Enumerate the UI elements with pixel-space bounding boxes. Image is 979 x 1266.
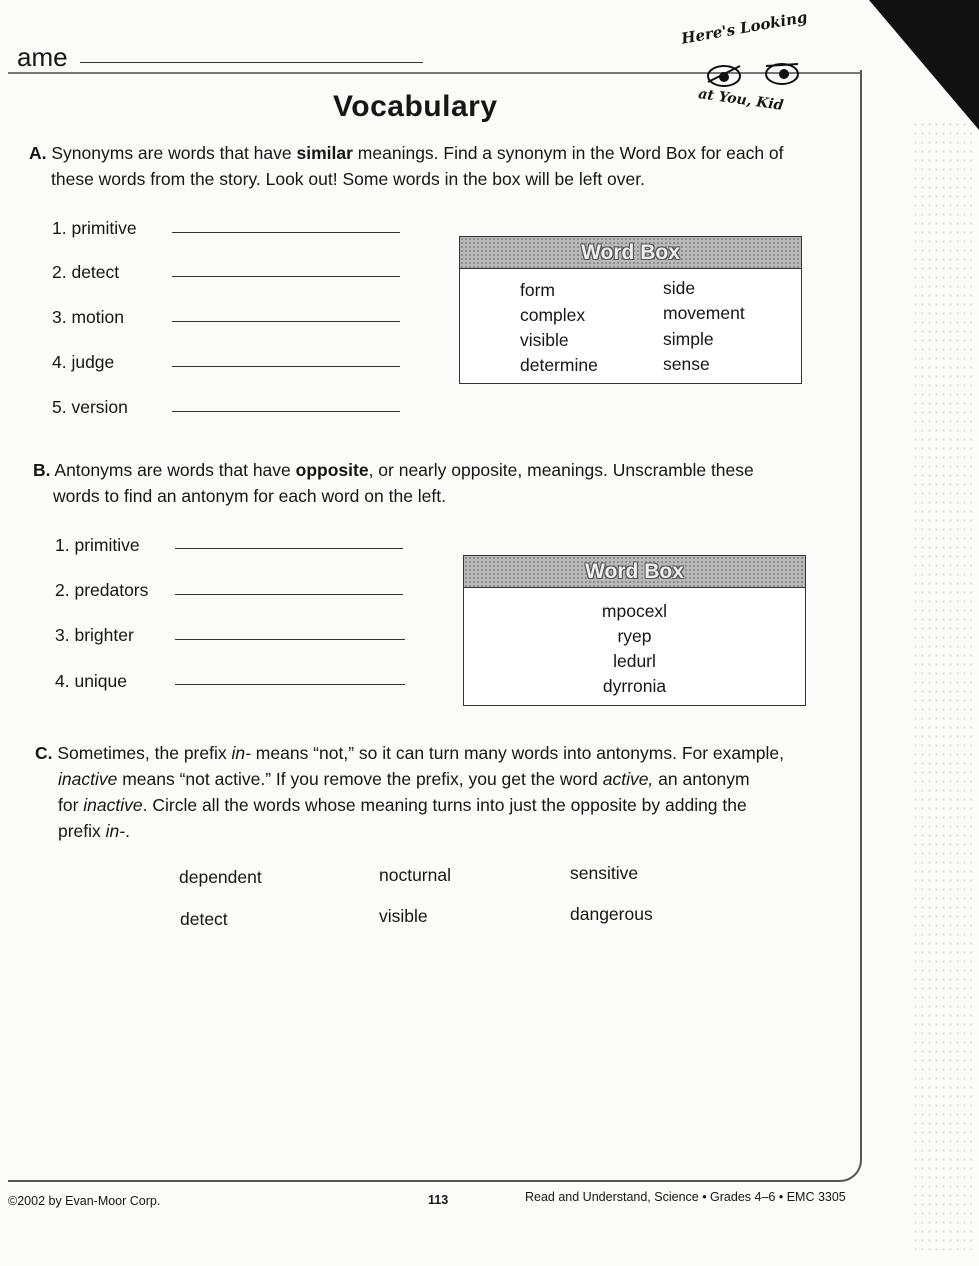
answer-line[interactable] <box>172 321 400 322</box>
section-c-instructions: C. Sometimes, the prefix in- means “not,” so it can turn many words into antonyms. For example, inactive means “not active.” If you remove the prefix, you get the word active, an antonym for inactive. Circle all the words whose meaning turns into just the opposite by adding the prefix in-. <box>35 743 784 841</box>
section-a-item: 4. judge <box>52 352 115 372</box>
section-b-item: 2. predators <box>55 580 149 600</box>
section-b-instructions: B. Antonyms are words that have opposite, or nearly opposite, meanings. Unscramble these words to find an antonym for each word on the left. <box>33 460 754 506</box>
logo-text-bottom: at You, Kid <box>697 86 785 114</box>
word-box-word: side <box>663 278 696 298</box>
name-answer-line[interactable] <box>80 62 423 63</box>
word-box-word: ryep <box>617 626 652 646</box>
word-box-word: determine <box>520 355 598 375</box>
circle-choice-word[interactable]: nocturnal <box>379 865 451 885</box>
circle-choice-word[interactable]: detect <box>180 909 228 929</box>
section-a-item: 3. motion <box>52 307 124 327</box>
footer-series: Read and Understand, Science • Grades 4–6 • EMC 3305 <box>525 1190 846 1204</box>
page-title: Vocabulary <box>333 90 498 123</box>
circle-choice-word[interactable]: visible <box>379 906 428 926</box>
word-box-word: sense <box>663 354 710 374</box>
page-edge-speckle <box>912 120 972 1250</box>
section-a-letter: A. <box>29 143 47 163</box>
section-a-item: 2. detect <box>52 262 120 282</box>
word-box-title: Word Box <box>585 559 684 583</box>
answer-line[interactable] <box>175 548 403 549</box>
word-box-word: complex <box>520 305 586 325</box>
word-box-a <box>459 236 802 384</box>
section-b-item: 1. primitive <box>55 535 140 555</box>
word-box-word: ledurl <box>613 651 656 671</box>
page-corner-shadow <box>869 0 979 130</box>
word-box-header <box>460 237 801 269</box>
footer-copyright: ©2002 by Evan-Moor Corp. <box>8 1194 161 1208</box>
answer-line[interactable] <box>172 232 400 233</box>
section-b-item: 4. unique <box>55 671 128 691</box>
word-box-header <box>464 556 805 588</box>
answer-line[interactable] <box>172 411 400 412</box>
logo-text-top: Here's Looking <box>680 7 809 48</box>
series-logo <box>680 7 820 120</box>
name-label: ame <box>17 42 68 72</box>
answer-line[interactable] <box>175 639 405 640</box>
footer-page-number: 113 <box>428 1193 449 1207</box>
answer-line[interactable] <box>175 684 405 685</box>
section-b-letter: B. <box>33 460 51 480</box>
word-box-word: form <box>520 280 555 300</box>
section-b-item: 3. brighter <box>55 625 134 645</box>
section-a-item: 1. primitive <box>52 218 137 238</box>
word-box-word: movement <box>663 303 745 323</box>
answer-line[interactable] <box>172 366 400 367</box>
answer-line[interactable] <box>172 276 400 277</box>
answer-line[interactable] <box>175 594 403 595</box>
circle-choice-word[interactable]: dangerous <box>570 904 653 924</box>
circle-choice-word[interactable]: dependent <box>179 867 262 887</box>
word-box-word: simple <box>663 329 714 349</box>
word-box-b <box>463 555 806 706</box>
word-box-word: visible <box>520 330 569 350</box>
word-box-title: Word Box <box>581 240 680 264</box>
section-a-item: 5. version <box>52 397 128 417</box>
circle-choice-word[interactable]: sensitive <box>570 863 639 883</box>
section-a-instructions: A. Synonyms are words that have similar meanings. Find a synonym in the Word Box for each of these words from the story. Look out! Some words in the box will be left over. <box>29 143 784 189</box>
section-c-letter: C. <box>35 743 53 763</box>
word-box-word: mpocexl <box>601 601 668 621</box>
word-box-word: dyrronia <box>602 676 667 696</box>
